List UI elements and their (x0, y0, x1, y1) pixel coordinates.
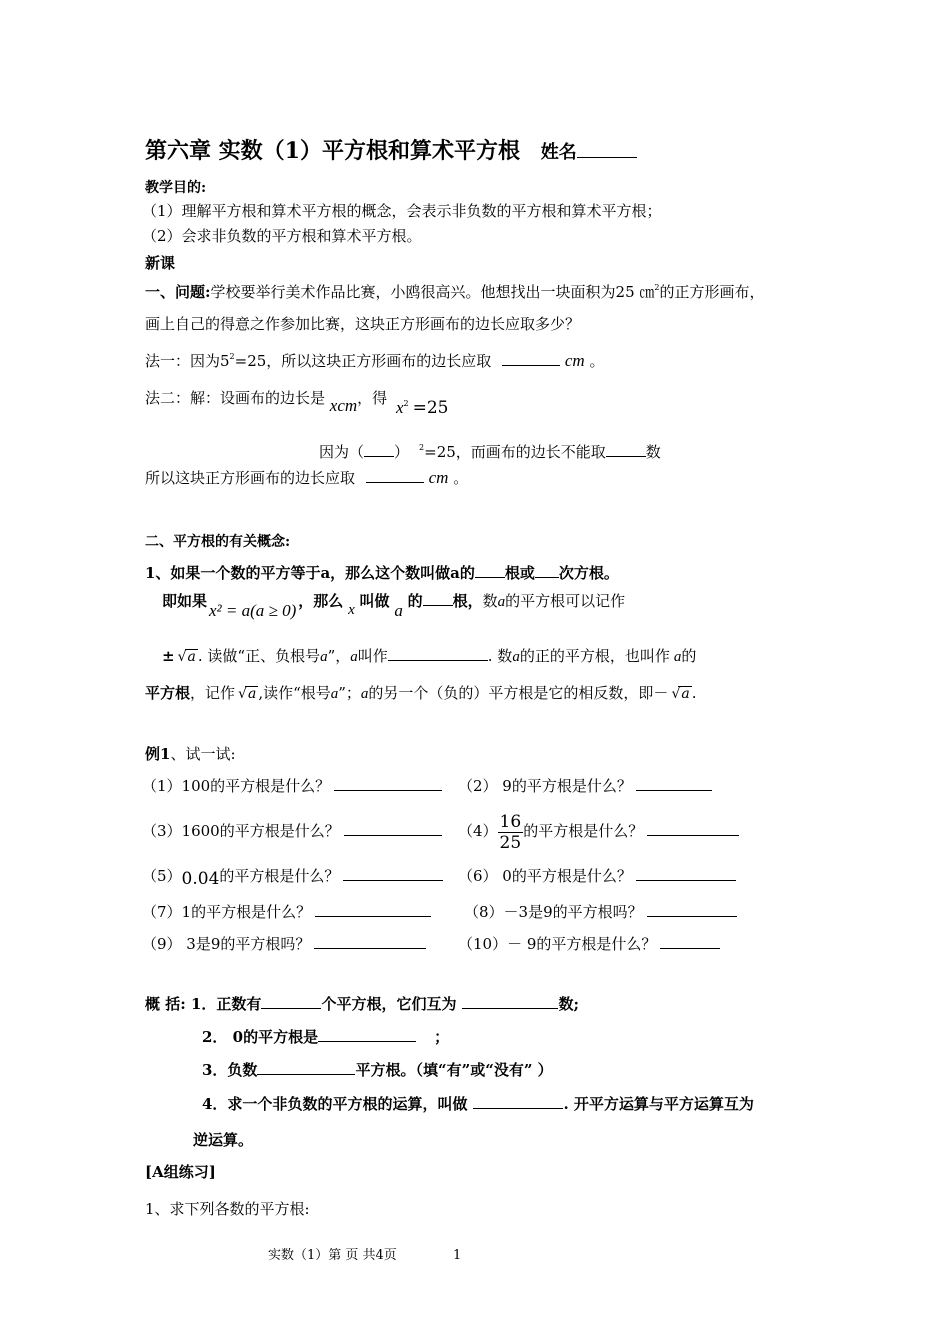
problem-label: 一、问题: (145, 283, 211, 301)
summary-line-3 (202, 1060, 553, 1080)
def4-var-a-2: a (360, 686, 369, 702)
def2-text-d: 的 (407, 592, 423, 610)
q6-text: （6） 0的平方根是什么？ (458, 867, 632, 885)
footer-text: 实数（1）第 页 共4页 (268, 1248, 397, 1263)
objectives-heading: 教学目的: (145, 180, 207, 196)
example-q6 (458, 866, 736, 886)
def2-blank (423, 591, 453, 606)
because-text-a: 因为（ (319, 443, 365, 461)
def3-var-a-2: a (350, 649, 358, 665)
def2-text-c: 叫做 (359, 592, 390, 610)
example-q8 (464, 902, 737, 922)
def2-text-b: ，那么 (298, 592, 344, 610)
method1-end: 。 (589, 352, 605, 370)
def2-x: x (348, 602, 355, 618)
example-q5 (142, 866, 443, 889)
def4-text-c: ”； (338, 684, 361, 702)
q5-blank (343, 866, 443, 881)
radical-a: √ a (185, 649, 198, 665)
q2-blank (636, 776, 712, 791)
def3-var-a-4: a (673, 649, 682, 665)
method-one-line (145, 347, 605, 371)
q10-blank (660, 934, 720, 949)
definition-2 (162, 591, 626, 620)
s3-text-b: 平方根。（填“有”或“没有” ） (355, 1061, 553, 1079)
practice-heading: [A组练习] (145, 1163, 216, 1181)
example-q4 (458, 809, 739, 853)
problem-sup: 2 (654, 283, 660, 292)
q4-fraction (498, 812, 524, 853)
def2-text-a: 即如果 (162, 592, 208, 610)
so-blank (366, 468, 424, 483)
q6-blank (636, 866, 736, 881)
problem-line-2: 画上自己的得意之作参加比赛，这块正方形画布的边长应取多少？ (145, 315, 581, 333)
example-label: 例1 (145, 745, 171, 763)
def4-var-a-1: a (330, 686, 339, 702)
q4-blank (647, 821, 739, 836)
s1-blank-2 (462, 994, 558, 1009)
q9-text: （9） 3是9的平方根吗？ (142, 935, 311, 953)
because-sup: 2 (419, 443, 425, 452)
because-blank-1 (364, 442, 394, 457)
def2-text-e: 根， (452, 592, 483, 610)
s4-blank (473, 1094, 563, 1109)
q5-value: 0.04 (181, 869, 220, 889)
def3-text-d: . 数 (487, 647, 513, 665)
def4-bold: 平方根 (145, 684, 191, 702)
q5-text-a: （5） (142, 867, 182, 885)
summary-line-5: 逆运算。 (193, 1131, 254, 1149)
example-q3 (142, 821, 442, 841)
q8-blank (647, 902, 737, 917)
def3-text-f: 的 (681, 647, 697, 665)
def4-text-a: ，记作 (190, 684, 236, 702)
q3-blank (344, 821, 442, 836)
objective-item-1: （1）理解平方根和算术平方根的概念，会表示非负数的平方根和算术平方根； (142, 202, 662, 220)
def3-var-a-3: a (512, 649, 520, 665)
s2-text-a: 2． 0的平方根是 (202, 1028, 319, 1046)
method2-var: xcm (329, 396, 358, 415)
objective-item-2: （2）会求非负数的平方根和算术平方根。 (142, 227, 422, 245)
method-two-line (145, 384, 449, 418)
page-title: 第六章 实数（1）平方根和算术平方根 (145, 138, 520, 164)
q1-text: （1）100的平方根是什么？ (142, 777, 331, 795)
problem-text-2: 的正方形画布， (659, 283, 765, 301)
def4-end: . (691, 684, 697, 702)
def1-text-c: 次方根。 (558, 564, 619, 582)
summary-line-2 (202, 1027, 449, 1047)
q3-text: （3）1600的平方根是什么？ (142, 822, 340, 840)
q10-text: （10）－ 9的平方根是什么？ (458, 935, 657, 953)
method2-equation (396, 398, 449, 418)
so-unit: cm (428, 468, 449, 487)
definition-4 (145, 683, 697, 704)
s1-text-b: 个平方根，它们互为 (321, 995, 457, 1013)
q1-blank (334, 776, 442, 791)
because-text-b: ） (394, 443, 410, 461)
def2-formula: x² = a(a ≥ 0) (209, 601, 297, 620)
q4-text-a: （4） (458, 822, 498, 840)
footer-page-number: 1 (452, 1248, 462, 1263)
q4-text-b: 的平方根是什么？ (523, 822, 644, 840)
summary-line-4 (202, 1094, 754, 1114)
summary-line-1 (145, 994, 579, 1014)
example-heading (145, 744, 236, 764)
method1-unit: cm (564, 351, 585, 370)
plus-minus: ± (162, 647, 175, 665)
problem-text-1: 学校要举行美术作品比赛，小鸥很高兴。他想找出一块面积为25 ㎝ (210, 283, 655, 301)
page-footer (268, 1246, 461, 1266)
method1-sup: 2 (229, 352, 235, 361)
example-q9 (142, 934, 426, 954)
q5-text-b: 的平方根是什么？ (219, 867, 340, 885)
q2-text: （2） 9的平方根是什么？ (458, 777, 632, 795)
because-text-d: 数 (645, 443, 661, 461)
def4-text-b: ,读作“根号 (258, 684, 331, 702)
method2-eq-rest: =25 (412, 398, 449, 418)
page-title-line (145, 136, 637, 168)
because-line (319, 438, 661, 462)
q7-text: （7）1的平方根是什么？ (142, 903, 312, 921)
definition-1 (145, 563, 619, 583)
def1-text-a: 1、如果一个数的平方等于a，那么这个数叫做a的 (145, 564, 475, 582)
def1-blank-1 (475, 563, 505, 578)
def2-text-g: 的平方根可以记作 (505, 592, 626, 610)
name-blank (577, 139, 637, 158)
s4-text-b: . 开平方运算与平方运算互为 (563, 1095, 754, 1113)
def3-text-a: . 读做“正、负根号 (197, 647, 321, 665)
method2-text-a: 法二：解：设画布的边长是 (145, 389, 326, 407)
method1-blank (502, 351, 560, 366)
def4-text-d: 的另一个（负的）平方根是它的相反数，即－ (368, 684, 669, 702)
def3-blank (388, 646, 488, 661)
q4-numerator: 16 (499, 811, 522, 832)
def3-text-b: ”， (327, 647, 351, 665)
example-label-rest: 、试一试: (170, 745, 236, 763)
concept-heading: 二、平方根的有关概念: (145, 534, 291, 550)
example-q7 (142, 902, 431, 922)
so-line (145, 468, 468, 488)
practice-q1: 1、求下列各数的平方根: (145, 1200, 310, 1218)
s1-text-a: 1．正数有 (191, 995, 262, 1013)
so-end: 。 (453, 469, 469, 487)
because-text-c: =25，而画布的边长不能取 (424, 443, 606, 461)
definition-3 (162, 646, 696, 667)
q4-denominator: 25 (499, 832, 522, 853)
def3-var-a-1: a (320, 649, 328, 665)
def4-neg-radical: √ a (678, 686, 691, 702)
q9-blank (314, 934, 426, 949)
def3-text-c: 叫作 (357, 647, 388, 665)
summary-label: 概 括: (145, 995, 186, 1013)
def3-text-e: 的正的平方根，也叫作 (519, 647, 670, 665)
def2-text-f: 数 (482, 592, 498, 610)
method2-text-b: ，得 (357, 389, 388, 407)
s3-text-a: 3．负数 (202, 1061, 258, 1079)
so-text: 所以这块正方形画布的边长应取 (145, 469, 356, 487)
s1-blank-1 (261, 994, 321, 1009)
s3-blank (257, 1060, 355, 1075)
method1-text-a: 法一：因为5 (145, 352, 230, 370)
def1-blank-2 (535, 563, 559, 578)
because-blank-2 (606, 442, 646, 457)
name-label: 姓名 (540, 142, 577, 163)
method1-text-b: =25，所以这块正方形画布的边长应取 (234, 352, 492, 370)
def2-var-a: a (497, 594, 506, 610)
q7-blank (315, 902, 431, 917)
q8-text: （8）－3是9的平方根吗？ (464, 903, 643, 921)
method2-eq-x: x (395, 398, 404, 417)
s4-text-a: 4．求一个非负数的平方根的运算，叫做 (202, 1095, 468, 1113)
s2-text-b: ； (434, 1028, 450, 1046)
s1-text-c: 数; (558, 995, 579, 1013)
example-q1 (142, 776, 442, 796)
example-q2 (458, 776, 712, 796)
problem-line-1 (145, 278, 765, 302)
example-q10 (458, 934, 720, 954)
def2-a: a (394, 601, 403, 620)
def1-text-b: 根或 (504, 564, 535, 582)
s2-blank (318, 1027, 416, 1042)
method2-eq-sup: 2 (403, 399, 409, 408)
def4-radical: √ a (245, 686, 258, 702)
new-lesson-heading: 新课 (145, 254, 176, 272)
